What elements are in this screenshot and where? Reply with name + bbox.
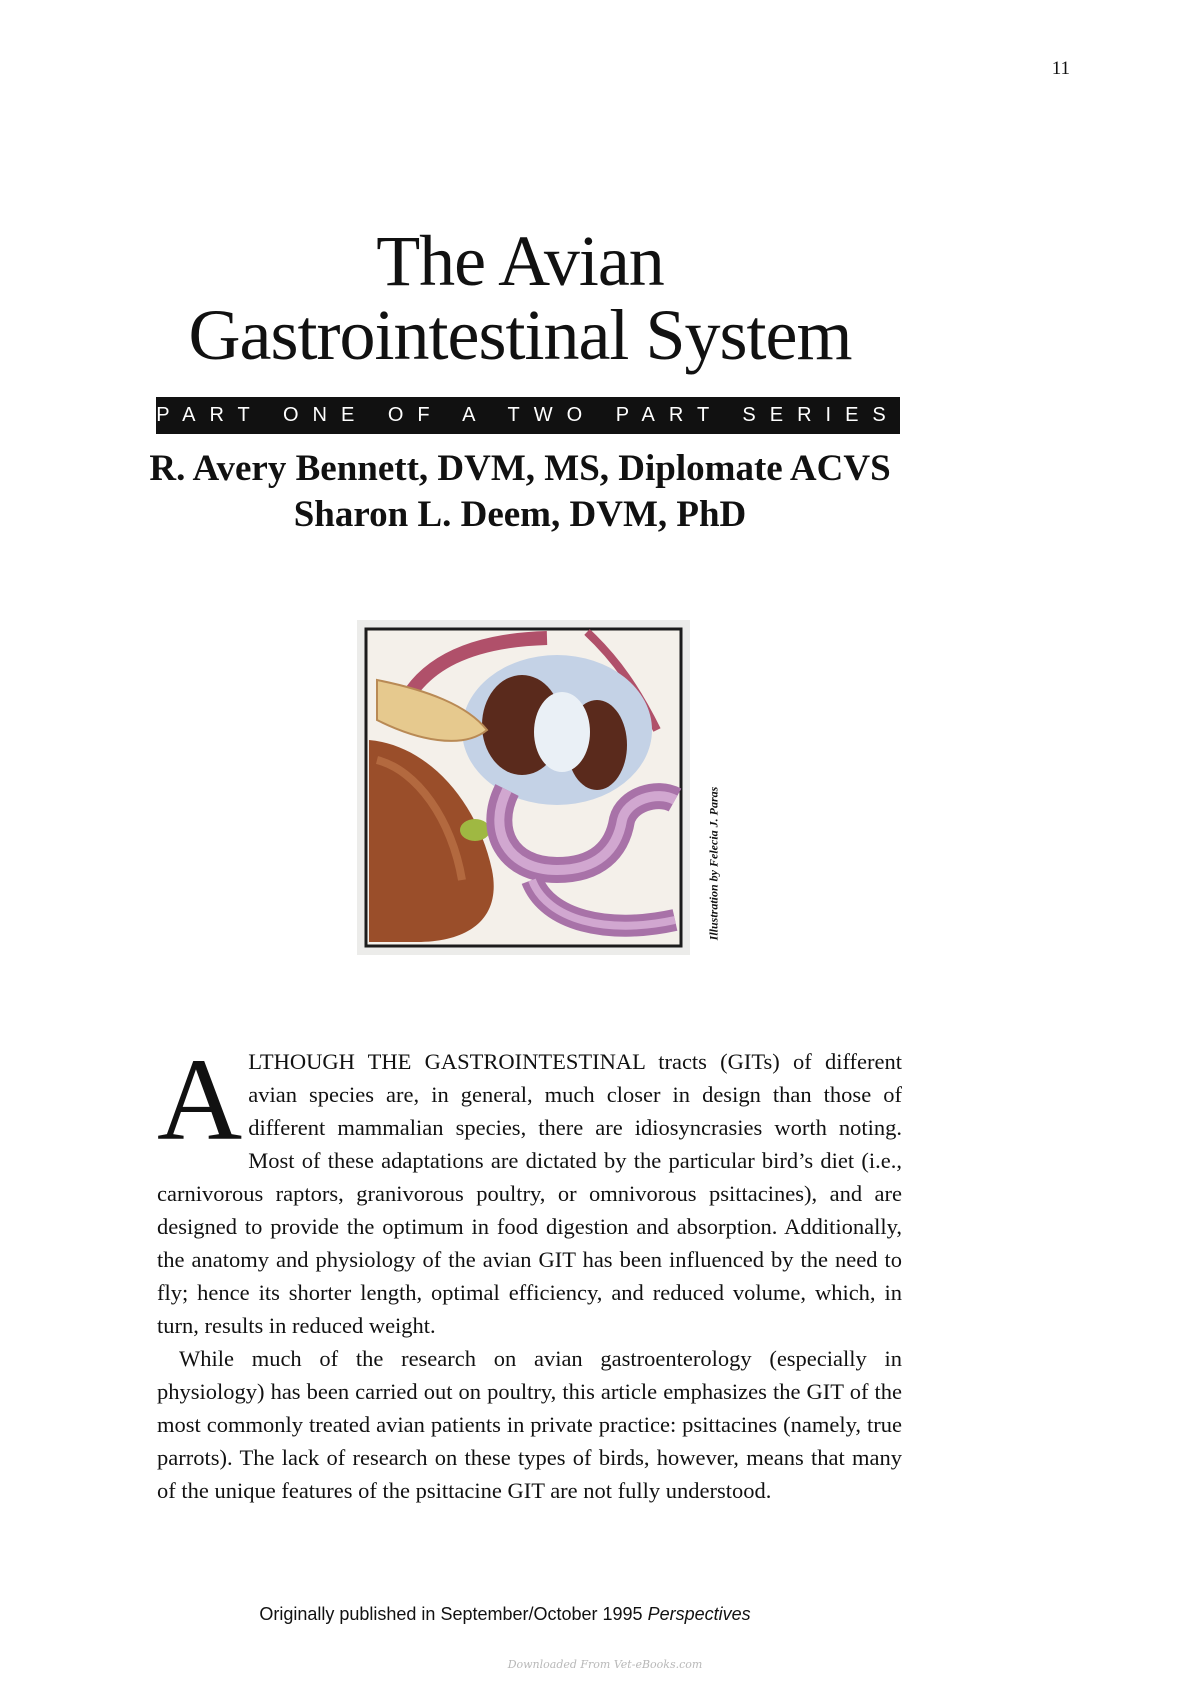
- article-body: [157, 1034, 902, 1507]
- paragraph-2: While much of the research on avian gastroenterology (especially in physiology) has been carried out on poultry, this article emphasizes the GIT of the most commonly treated avian patients in private practice: psittacines (namely, true parrots). The lack of research on these types of birds, however, means that many of the unique features of the psittacine GIT are not fully understood.: [157, 1346, 902, 1503]
- author-2: Sharon L. Deem, DVM, PhD: [293, 494, 747, 535]
- dropcap: A: [157, 1034, 243, 1165]
- publication-note: [190, 1604, 820, 1625]
- paragraph-1: [157, 1034, 902, 1342]
- publication-name: Perspectives: [647, 1604, 751, 1624]
- illustration-credit: [704, 784, 724, 944]
- article-title-line-1: The Avian: [376, 221, 664, 301]
- paragraph-1-text: LTHOUGH THE GASTROINTESTINAL tracts (GITs) of different avian species are, in general, much closer in design than those of different mammalian species, there are idiosyncrasies worth noting. Most of these adaptations are dictated by the particular bird’s diet (i.e., carnivorous raptors, granivorous poultry, or omnivorous psittacines), and are designed to provide the optimum in food digestion and absorption. Additionally, the anatomy and physiology of the avian GIT has been influenced by the need to fly; hence its shorter length, optimal efficiency, and reduced volume, which, in turn, results in reduced weight.: [157, 1049, 902, 1338]
- page-number: 11: [1051, 58, 1070, 79]
- author-1: R. Avery Bennett, DVM, MS, Diplomate ACVS: [149, 448, 891, 489]
- publication-note-prefix: Originally published in September/October 1995: [259, 1604, 643, 1624]
- author-list: [120, 446, 920, 538]
- series-banner: PART ONE OF A TWO PART SERIES: [156, 397, 900, 434]
- download-watermark: Downloaded From Vet-eBooks.com: [507, 1658, 703, 1671]
- gastrointestinal-illustration: [357, 620, 690, 955]
- article-title-line-2: Gastrointestinal System: [188, 295, 852, 375]
- illustration-credit-text: Illustration by Felecia J. Paras: [706, 786, 721, 941]
- article-title: [120, 221, 920, 375]
